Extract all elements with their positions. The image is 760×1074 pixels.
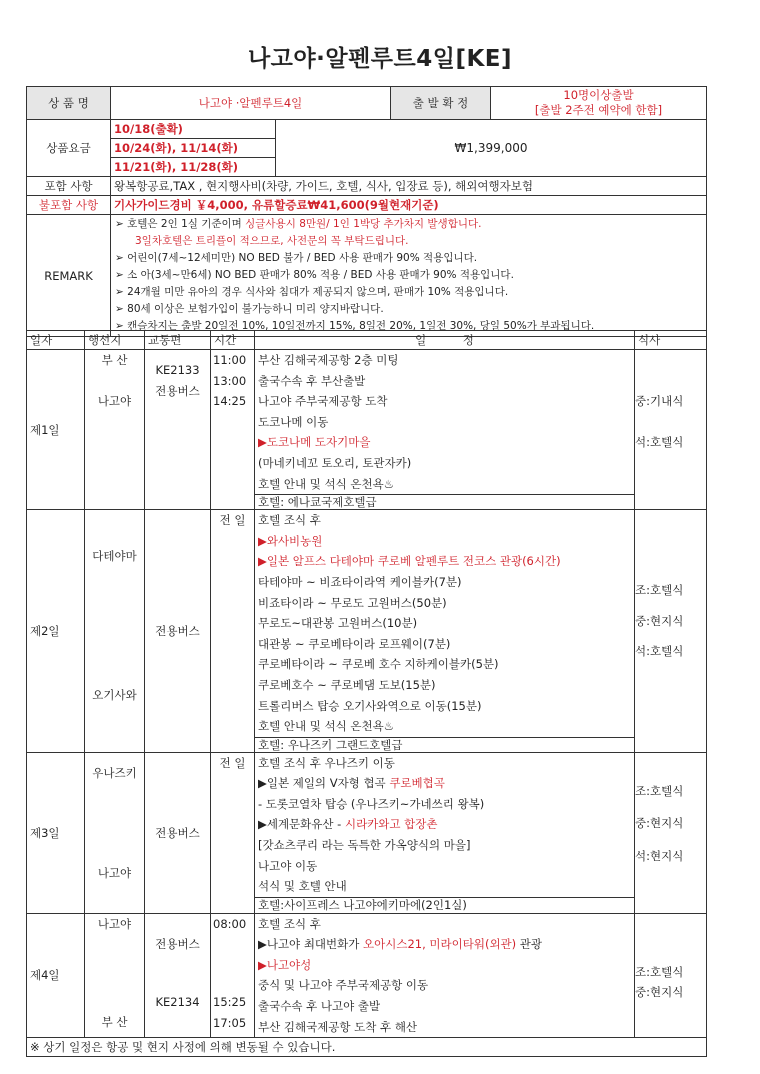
day-4-item: 부산 김해국제공항 도착 후 해산 (258, 1019, 418, 1034)
price-label: 상품요금 (27, 120, 111, 177)
day-2-places (85, 510, 145, 753)
day-1-meal-2: 석:호텔식 (635, 434, 684, 449)
day-4-place-1: 나고야 (97, 916, 132, 931)
day-4-schedule (255, 913, 635, 1038)
day-2-item: 타테야마 ~ 비죠타이라역 케이블카(7분) (258, 574, 462, 589)
day-2-label: 제2일 (27, 510, 85, 753)
day-4-item: 출국수속 후 나고야 출발 (258, 999, 381, 1014)
day-3-item: 석식 및 호텔 안내 (258, 879, 347, 894)
include-label: 포함 사항 (27, 177, 111, 196)
day-1-item: 나고야 주부국제공항 도착 (258, 394, 388, 409)
product-info-table (26, 86, 707, 337)
day-4-transport-1: 전용버스 (155, 936, 200, 951)
day-3-schedule (255, 752, 635, 913)
day-1-places (85, 350, 145, 510)
day-1-meals (635, 350, 707, 510)
day-2-item: 쿠로베타이라 ~ 쿠로베 호수 지하케이블카(5분) (258, 657, 499, 672)
day-2-meal-3: 석:호텔식 (635, 644, 684, 659)
confirm-value (491, 87, 707, 120)
day-2-meal-1: 조:호텔식 (635, 583, 684, 598)
day-4-place-2: 부 산 (101, 1015, 128, 1030)
day-2-item: 쿠로베호수 ~ 쿠로베댐 도보(15분) (258, 677, 436, 692)
day-2-item: 트롤리버스 탑승 오기사와역으로 이동(15분) (258, 698, 482, 713)
day-2-meal-2: 중:현지식 (635, 613, 684, 628)
remark-line-7: ➢ 캔슬차지는 출발 20일전 10%, 10일전까지 15%, 8일전 20%, 1일전 30%, 당일 50%가 부과됩니다. (115, 320, 595, 332)
exclude-label: 불포함 사항 (27, 196, 111, 215)
day-4-meals (635, 913, 707, 1038)
day-2-place-2: 오기사와 (92, 687, 137, 702)
day-2-schedule (255, 510, 635, 753)
day-4-item: ▶나고야 최대번화가 오아시스21, 미라이타워(외관) 관광 (258, 937, 543, 952)
day-1-schedule (255, 350, 635, 510)
day-4-meal-1: 조:호텔식 (635, 964, 684, 979)
day-3-item: 나고야 이동 (258, 858, 318, 873)
product-name-label: 상 품 명 (27, 87, 111, 120)
day-1-transport (145, 350, 211, 510)
remark-line-1: ➢ 호텔은 2인 1실 기준이며 싱글사용시 8만원/ 1인 1박당 추가차지 발생합니다. (115, 218, 482, 230)
day-3-meal-2: 중:현지식 (635, 816, 684, 831)
day-1-times (211, 350, 255, 510)
day-1-place-1: 부 산 (101, 353, 128, 367)
day-2-time-1: 전 일 (219, 513, 246, 528)
day-3-time-1: 전 일 (219, 755, 246, 770)
day-2-item: 호텔 조식 후 (258, 513, 321, 528)
remark-line-5: ➢ 24개월 미만 유아의 경우 식사와 침대가 제공되지 않으며, 판매가 10% 적용입니다. (115, 286, 509, 298)
day-2-item: 호텔 안내 및 석식 온천욕♨ (258, 719, 395, 734)
day-4-time-2: 15:25 (213, 995, 247, 1010)
day-2-item: ▶일본 알프스 다테야마 쿠로베 알펜루트 전코스 관광(6시간) (258, 554, 561, 569)
day-1-item: 부산 김해국제공항 2층 미팅 (258, 353, 399, 367)
price-amount: ₩1,399,000 (276, 120, 707, 177)
day-4-places (85, 913, 145, 1038)
day-4-time-3: 17:05 (213, 1015, 247, 1030)
itinerary-table (26, 330, 707, 1057)
day-1-hotel: 호텔: 에나쿄국제호텔급 (255, 494, 634, 509)
day-2-times (211, 510, 255, 753)
day-2-meals (635, 510, 707, 753)
day-2-transport: 전용버스 (145, 510, 211, 753)
day-1-item: (마네키네꼬 토오리, 토관자카) (258, 455, 412, 470)
day-4-item: ▶나고야성 (258, 957, 312, 972)
day-3-times (211, 752, 255, 913)
day-1-row (27, 350, 707, 510)
day-3-place-2: 나고야 (97, 866, 132, 881)
col-destination: 행선지 (85, 331, 145, 350)
page-title: 나고야·알펜루트4일[KE] (247, 46, 513, 72)
remark-content (111, 215, 707, 337)
day-4-row (27, 913, 707, 1038)
day-1-meal-1: 중:기내식 (635, 394, 684, 408)
day-1-transport-1: KE2133 (155, 363, 200, 377)
day-1-item: 도코나메 이동 (258, 414, 329, 429)
price-date-1: 10/18(출확) (111, 120, 276, 139)
confirm-value-line1: 10명이상출발 (563, 88, 634, 102)
day-4-label: 제4일 (27, 913, 85, 1038)
day-4-meal-2: 중:현지식 (635, 985, 684, 1000)
remark-line-3: ➢ 어린이(7세~12세미만) NO BED 불가 / BED 사용 판매가 90% 적용입니다. (115, 252, 478, 264)
price-date-3: 11/21(화), 11/28(화) (111, 158, 276, 177)
day-2-place-1: 다테야마 (92, 549, 137, 564)
day-3-place-1: 우나즈키 (92, 765, 137, 780)
day-1-label: 제1일 (27, 350, 85, 510)
exclude-value: 기사가이드경비 ￥4,000, 유류할증료₩41,600(9월현재기준) (111, 196, 707, 215)
day-4-transport-2: KE2134 (155, 995, 200, 1010)
day-4-transport (145, 913, 211, 1038)
day-1-time-1: 11:00 (213, 353, 247, 367)
day-3-meal-3: 석:현지식 (635, 848, 684, 863)
day-3-meals (635, 752, 707, 913)
col-schedule: 일 정 (255, 331, 635, 350)
day-1-time-3: 14:25 (213, 394, 247, 409)
day-1-place-2: 나고야 (97, 393, 132, 408)
day-4-times (211, 913, 255, 1038)
day-2-item: 대관봉 ~ 쿠로베타이라 로프웨이(7분) (258, 636, 451, 651)
price-date-2: 10/24(화), 11/14(화) (111, 139, 276, 158)
remark-line-2: 3일차호텔은 트리플이 적으므로, 사전문의 꼭 부탁드립니다. (135, 235, 409, 247)
day-1-item: 호텔 안내 및 석식 온천욕♨ (258, 476, 395, 491)
day-3-item: [갓쇼츠쿠리 라는 독특한 가옥양식의 마을] (258, 838, 471, 853)
day-3-item: ▶세계문화유산 - 시라카와고 합장촌 (258, 817, 438, 832)
col-day: 일자 (27, 331, 85, 350)
col-meals: 식사 (635, 331, 707, 350)
confirm-label: 출 발 확 정 (391, 87, 491, 120)
day-1-item: ▶도코나메 도자기마을 (258, 435, 371, 450)
include-value: 왕복항공료,TAX , 현지행사비(차량, 가이드, 호텔, 식사, 입장료 등), 해외여행자보험 (111, 177, 707, 196)
col-transport: 교통편 (145, 331, 211, 350)
day-2-row (27, 510, 707, 753)
day-1-item: 출국수속 후 부산출발 (258, 373, 366, 388)
day-3-item: - 도롯코열차 탑승 (우나즈키~가네쓰리 왕복) (258, 796, 485, 811)
day-3-item: 호텔 조식 후 우나즈키 이동 (258, 755, 395, 770)
col-time: 시간 (211, 331, 255, 350)
product-name-value: 나고야 ·알펜루트4일 (111, 87, 391, 120)
day-3-row (27, 752, 707, 913)
confirm-value-line2: [출발 2주전 예약에 한함] (534, 103, 663, 117)
day-3-label: 제3일 (27, 752, 85, 913)
day-2-hotel: 호텔: 우나즈키 그랜드호텔급 (255, 737, 634, 752)
day-3-item: ▶일본 제일의 V자형 협곡 쿠로베협곡 (258, 776, 445, 791)
day-2-item: 무로도~대관봉 고원버스(10분) (258, 616, 418, 631)
day-2-item: ▶와사비농원 (258, 533, 323, 548)
day-2-item: 비죠타이라 ~ 무로도 고원버스(50분) (258, 595, 447, 610)
remark-line-4: ➢ 소 아(3세~만6세) NO BED 판매가 80% 적용 / BED 사용 판매가 90% 적용입니다. (115, 269, 514, 281)
footer-note: ※ 상기 일정은 항공 및 현지 사정에 의해 변동될 수 있습니다. (27, 1038, 707, 1057)
day-4-item: 중식 및 나고야 주부국제공항 이동 (258, 978, 429, 993)
day-4-time-1: 08:00 (213, 916, 247, 931)
day-1-time-2: 13:00 (213, 373, 247, 388)
day-3-hotel: 호텔:사이프레스 나고야에키마에(2인1실) (255, 897, 634, 912)
day-3-meal-1: 조:호텔식 (635, 783, 684, 798)
remark-label: REMARK (27, 215, 111, 337)
day-1-transport-2: 전용버스 (155, 383, 200, 398)
remark-line-6: ➢ 80세 이상은 보험가입이 불가능하니 미리 양지바랍니다. (115, 303, 384, 315)
day-4-item: 호텔 조식 후 (258, 916, 321, 931)
day-3-places (85, 752, 145, 913)
day-3-transport: 전용버스 (145, 752, 211, 913)
